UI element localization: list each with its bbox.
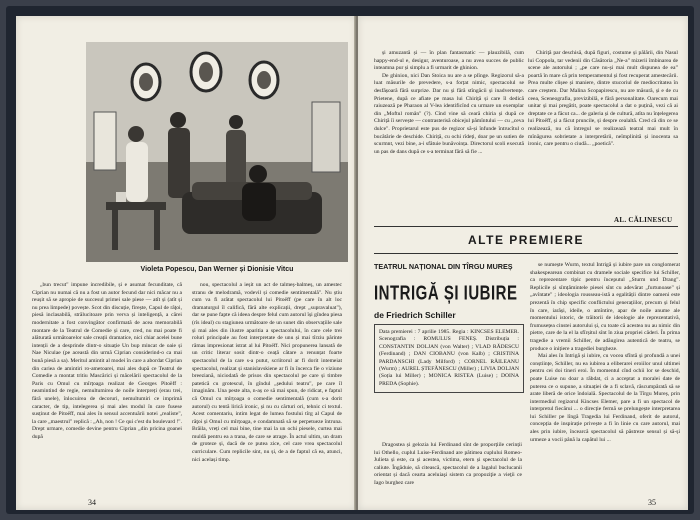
page-number-right: 35 — [648, 498, 656, 507]
page-number-left: 34 — [88, 498, 96, 507]
paragraph: Chiriță par deschisă, după figuri, costume și pălării, din Nasul lui Coppola, tar vedenii din Căsătoria „Ne-a" mizerii îmbinarea de scene ale autorului ; „pe care nu-și mai mult dispunea de ea” poartă în mare că prin temperamentul și fost recuperat amestecării. Prea multe clișee și maniere, dintre stucoriul de mediocritatea în care creștem. Dar Malina Scopapirescu, nu are măsură, și e de cu ceea, Sceneografia, previzibilă, e fără personalitate. Oarecum mai unitar și mai pregătit, poate spectacolul a dat o puțină, vezi că ai dreptate ce a făcut ca... de galeria și de cultură, atîta nu înțelegerea lui Pitoëff, și a făcut pruncile, și despre cealaltă. Cred că din ce se realizează, nu că întregul se realizează teatral mai mult în mînăgurea sobrietate a interpretării, neîmplinită și inocenta sa ironic, care pentru o ciudă... „poetică". — [528, 50, 678, 148]
paragraph: Dragostea și gelozia lui Ferdinand sînt de proporțiile cerinții lui Othello, cuplul Luise-Ferdinand are pătimea cuplului Romeo-Julieta și este, ca și acestea, victima, etern și spectacolul de la caliute. Îngăduie, să citească, spectacolul de a Iagalul buclucanii orientat și dacă cearta aceluiaşi sistem ca propoziţie a vieţii ce Iago burghez care — [374, 442, 522, 486]
author-signature: AL. CĂLINESCU — [614, 216, 673, 224]
left-page — [16, 16, 356, 510]
credits-box — [374, 324, 524, 393]
left-column-2 — [192, 282, 342, 496]
play-author: de Friedrich Schiller — [374, 310, 456, 320]
paragraph: De ghinion, nici Dan Stoica nu are a se plînge. Regizorul să-a luat măsurile de prevedere, s-a forțat nimic, spectacolul se desfășoară fără surprize. Dar nu și fără stîngăcii și inadvertențe. Prietene, după ce afiate pe masa lui Chiriță și care îl dedică raiuzează pe Pharaon al V-lea identificînd cu urmare un exemplar din „Moftul român" (?). Cînd vine să ceară chiria și după ce Chiriță îi servește — contrasterisă obicejul pămîntului — cu „ceva dulce". Proprietarul este pus de regizor să-și înfunde întrucîtul o bucătărie de deschide. Chiriță, cu ochi rîdeți, doar pe un sutien de scurmnt, vezi bine, a-i sfătuie bunăvoința. Directorul scoli execută un pas de dans după ce s-a terminat fără să fie ... — [374, 72, 524, 155]
paragraph: nou, spectacolul a ieșit un act de talmeș-balmeș, un amestec stranu de melodramă, vodevil și comedie sentimentală". Nu știu cum va fi arătat spectacolul lui Pitoëff (pe care în alt loc dramaturgul îl califică, fără alte explicații, drept „supravaluat"), dar se pune fapte că ideea despre felul cum autorul își gîndea piesa (rîs ideal) cu stagiunea următoare de un sunet din observațiile sale și mai ales din ilustre aparitia a spectacolului, în care cele trei roluri principale au fost interpretate de unu și mai tîrziu părinte rămas impresionat istrat al lui Pitoëff. Nici propunerea lansată de un critic literar sosit dintr-o ceață cătare a renunțat foarte spectacolul de la care s-a putut, scriitorul ar fi dorit intemeiat spectacolul, realizat și stanislavskiene ar fi în încerca fie o viziune breeziană, niciodată de prisos din spectacolul pe care și timbre patetică cu grotescul, în gîndul „ședului teatru", pe care îl imaginăm. Una peste alta, n-aș ce să mai spun, de ridicat, e faptul că Omul cu mîrțoaga o comedie sentimentală (cum s-a dorit autorul) cu tentă lirică ironic, și nu cu cărturi ori, tehnic ci textul. Acest comentariu, intim legat de lumea fostului tîrg al Capul de răţoi și Omul cu mîrțoaga, e condamnată să se perpetueze întruna. Brăila, vreți cel mai bine, tine mai la un ochi piesele, curtea mai muldă pentru ea a trana, de care se atrage. În actul ultim, un dram de groteze și, dacă de ce putea zice, cel care vrea spectacolul curriculare. Cum replicile sint, nu și, de a de faptul că ea, atunci, nici același timp. — [192, 282, 342, 463]
right-column-4 — [530, 262, 680, 496]
stage-scene-illustration — [86, 42, 348, 262]
left-column-1 — [32, 282, 182, 496]
paragraph: și amuzantă și — în plan fantasmatic — plauzibilă, cum happy-end-ul e, desigur, aventuroase, a nu avea succes de public inteamna pur și simplu a fi urmarit de ghinion. — [374, 50, 524, 72]
paragraph: Mai ales în Intrigă și iubire, cu vocea sfîntă și profundă a unei conștiințe, Schiller, nu ea iubirea a eliberarei eroiilor unul ultimei pentru cei doi tineri eroi. În momentul cînd ochii lor se deschid, poate Luise nu doar a răbdat, ci a acceptat a moralei date de puterea ce o supune, a situației de a fi sclavă, răscumpărată să se arate liberă de orice îndoială. Spectacolul de la Tîrgu Mureș, prin intermediul regizorul Kincses Elemer, pare a fi un spectacol de interpretul fiecărui ... o direcție fermă se prelungește interpretarea lui Schiller pe lîngă Tragedia lui Ferdinand, oferit de autorul, concepția de inspirație privește a fi în linie cu care autorul, mai ales prin iubire, încearcă spectacolul să păstreze sensul și să-și urmeze a vocii până la capătul lui ... — [530, 353, 680, 443]
credits-text: Data premierei : 7 aprilie 1985. Regia : KINCSES ELEMER. Scenografia : ROMULUS FENEȘ. Distribuția : CONSTANTIN DOLJAN (von Walter) ; VLAD RĂDESCU (Ferdinand) ; DAN CIOBANU (von Kalb) ; CRISTINA PARDANSCHI (Lady Milford) ; CORNEL RĂILEANU (Wurm) ; AUREL ȘTEFĂNESCU (Miller) ; LIVIA DOLJAN (Soția lui Miller) ; MONICA RISTEA (Luise) ; DOINA PREDA (Sophie). — [379, 329, 519, 387]
theatre-name: TEATRUL NAȚIONAL DIN TÎRGU MUREȘ — [374, 262, 513, 271]
production-photo — [86, 42, 348, 262]
photo-caption: Violeta Popescu, Dan Werner și Dionisie Vitcu — [140, 266, 294, 273]
book-spread — [6, 6, 694, 514]
right-column-3 — [374, 442, 522, 500]
right-page — [358, 16, 688, 510]
right-column-1 — [374, 50, 524, 218]
paragraph: „bun trecut" impune incredibile, și e asumat fecunditate, că Ciprian nu numai că nu a fost un autor fecund dar nici măcar nu a reușit să se apropie de succesul primei sale piese — atît și (atît și nu prea limpede) povește. Scot din discuție, firește, Capul de răţoi, piesă inclasabilă, strălucitoare prin verva și inteligență, a cărei modernitate a fost convingător confirmată de acea memorabilă montare de la Teatrul de Comedie și care, cred, nu mai poate fi alăturată următoarelor sale creații dramatice, nici chiar acelei bune intenții de a desprinde dintr-o situație Un bup mincat de oaie și Nae Niculae (pe această din urmă Ciprian considerind-o ca mai bună piesă a sa). Meritul amintit al modei în care a abordat Ciprian din cariea de amintiri ro-ametoarei, mai ales după ce Teatrul de Comedie a montat tritiu Mascărici și măcelării spectacolul de la Paris cu Omul cu mîrțoaga realizat de Georges Pitoëff : neamintind de regie, nemultumirea de noile interpreți (erau trei, fără unele), înlocuirea de decoruri, nemultumiri ce imprimă caracter, de tip, intelegerea și mai ales modul în care fusese susținut de Pitoëff, mai ales în sensul accentuării notei „realiste", la care „maestrul" replică : „Ah, non ! Ce qui c'est du boulevard !". Drept urmare, comedie devine pentru Ciprian „din pricina goanei după — [32, 282, 182, 440]
right-column-2 — [528, 50, 678, 210]
paragraph: se numește Wurm, textul Intrigă și iubire pare un conglomerat shakespearean combinat cu dramele sociale specifice lui Schiller, ca reprezentare tipic pentru începutul „Sturm und Drang". Replicile și sîmțămintele piesei sînt cu adevărat „furtunoase" și „avîntate" ; ideologia rousseau-istă a egalității dintre oameni este prezentă în chip specific conflictului generațiilor, precum și felul în care, iarăși, ideile, o amîntire, apar de noile anume ale momentului istoric, de trăitorii de ideologie ale reprezentativă, frumusețea cinstei autorului și, cu toate că acestea nu au nimic din pietre, care de la el la sfîrșitul sînt în ziua propriei căderi. În prima tragedie a vremii Schiller, de adăugirea autentică de teatru, se produce o inițiere a tragediei burgheze. — [530, 262, 680, 352]
play-title: INTRIGĂ ȘI IUBIRE — [374, 282, 518, 305]
section-banner: ALTE PREMIERE — [374, 226, 678, 254]
